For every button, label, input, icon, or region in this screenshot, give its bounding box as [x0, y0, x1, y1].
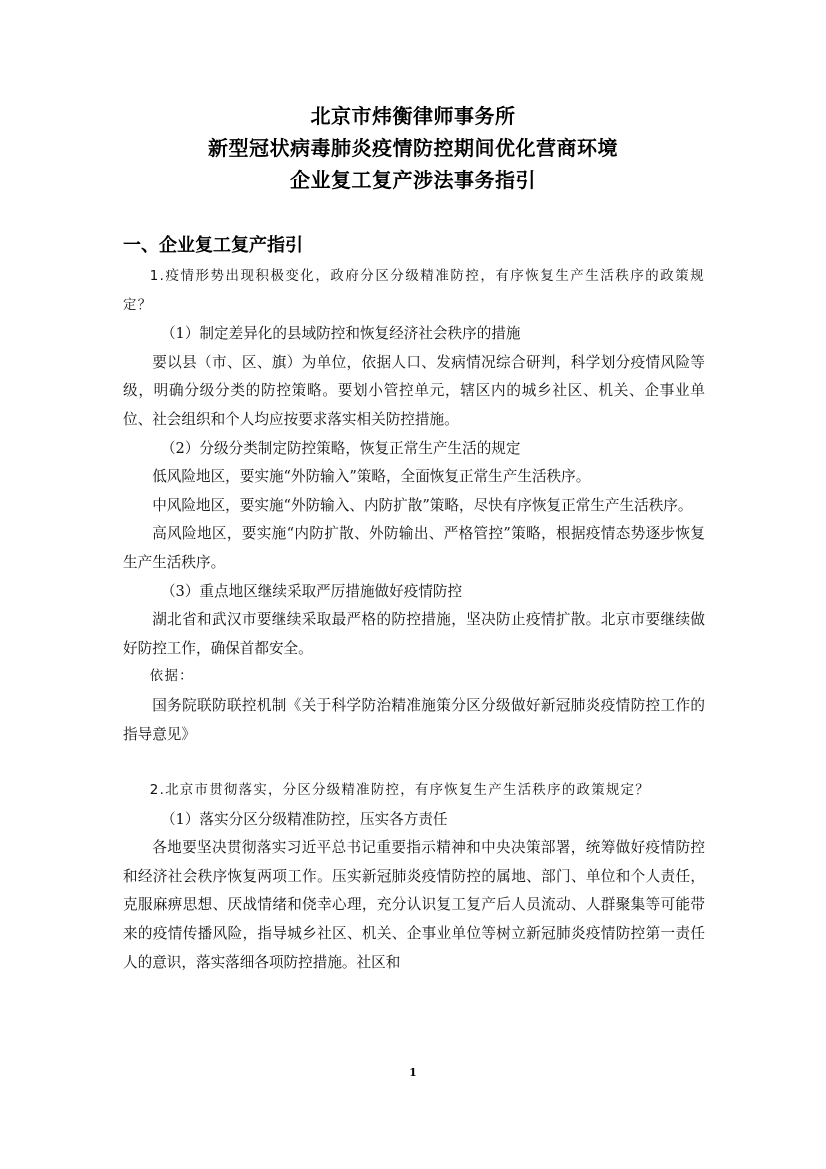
- paragraph-1-3: 湖北省和武汉市要继续采取最严格的防控措施，坚决防止疫情扩散。北京市要继续做好防控工作，确保首都安全。: [123, 611, 705, 657]
- subheading-2-1: （1）落实分区分级精准防控，压实各方责任: [160, 810, 448, 828]
- subheading-1-3: （3）重点地区继续采取严厉措施做好疫情防控: [160, 582, 463, 600]
- paragraph-mid-risk: 中风险地区，要实施“外防输入、内防扩散”策略，尽快有序恢复正常生产生活秩序。: [152, 496, 693, 514]
- question-2: 2.北京市贯彻落实，分区分级精准防控，有序恢复生产生活秩序的政策规定？: [149, 783, 650, 799]
- subheading-1-1: （1）制定差异化的县域防控和恢复经济社会秩序的措施: [160, 325, 521, 343]
- document-title: [0, 100, 826, 196]
- subheading-1-2: （2）分级分类制定防控策略，恢复正常生产生活的规定: [160, 439, 521, 457]
- page-number: 1: [409, 1066, 417, 1079]
- paragraph-spacer: [123, 749, 705, 777]
- basis-text: 国务院联防联控机制《关于科学防治精准施策分区分级做好新冠肺炎疫情防控工作的指导意见》: [123, 696, 705, 743]
- section-heading: 一、企业复工复产指引: [123, 235, 303, 256]
- basis-label: 依据：: [149, 669, 194, 685]
- paragraph-low-risk: 低风险地区，要实施“外防输入”策略，全面恢复正常生产生活秩序。: [152, 468, 591, 486]
- paragraph-high-risk: 高风险地区，要实施“内防扩散、外防输出、严格管控”策略，根据疫情态势逐步恢复生产生活秩序。: [123, 525, 705, 571]
- paragraph-1-1: 要以县（市、区、旗）为单位，依据人口、发病情况综合研判，科学划分疫情风险等级，明确分级分类的防控策略。要划小管控单元，辖区内的城乡社区、机关、企事业单位、社会组织和个人均应按要求落实相关防控措施。: [123, 353, 705, 428]
- title-line-firm: 北京市炜衡律师事务所: [310, 104, 516, 128]
- title-line-topic: 新型冠状病毒肺炎疫情防控期间优化营商环境: [208, 136, 618, 160]
- paragraph-2-1: 各地要坚决贯彻落实习近平总书记重要指示精神和中央决策部署，统筹做好疫情防控和经济社会秩序恢复两项工作。压实新冠肺炎疫情防控的属地、部门、单位和个人责任，克服麻痹思想、厌战情绪和侥幸心理，充分认识复工复产后人员流动、人群聚集等可能带来的疫情传播风险，指导城乡社区、机关、企事业单位等树立新冠肺炎疫情防控第一责任人的意识，落实落细各项防控措施。社区和: [123, 839, 705, 971]
- title-line-guide: 企业复工复产涉法事务指引: [290, 168, 536, 192]
- document-body: [123, 231, 705, 977]
- question-1: 1.疫情形势出现积极变化，政府分区分级精准防控，有序恢复生产生活秩序的政策规定？: [123, 269, 705, 313]
